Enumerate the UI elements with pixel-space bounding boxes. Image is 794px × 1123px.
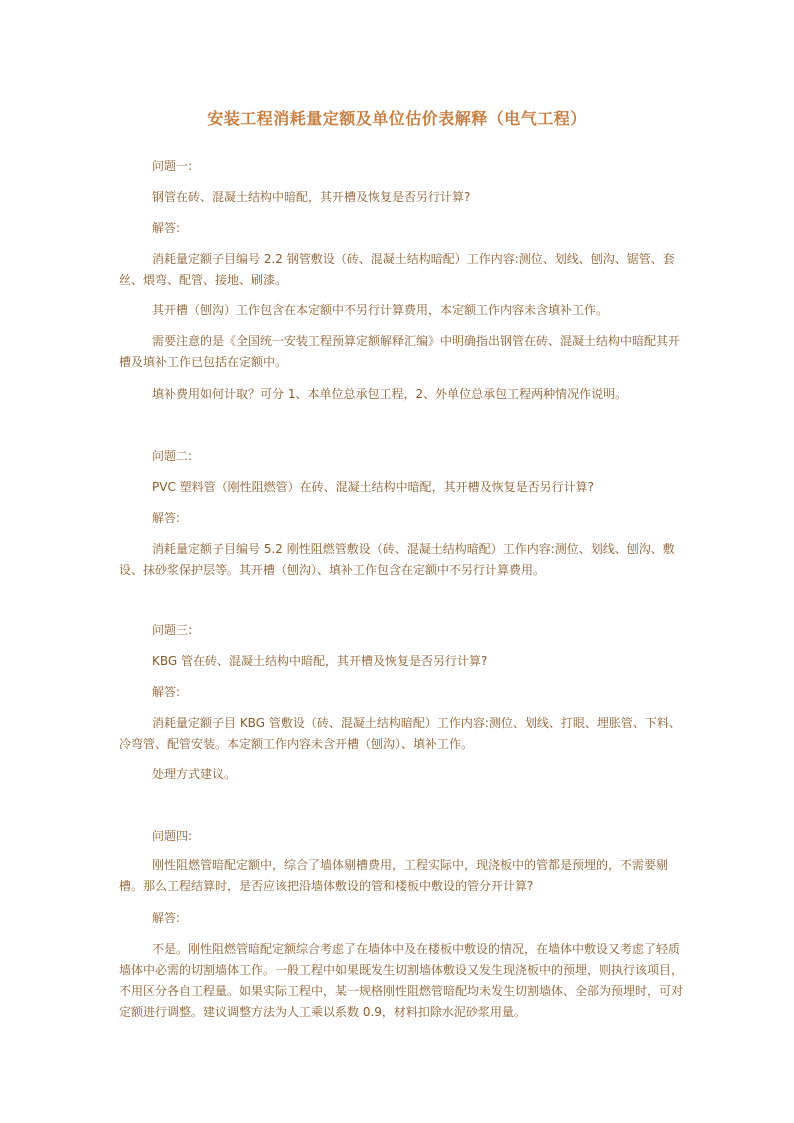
q1-answer-paragraph-2: 其开槽（刨沟）工作包含在本定额中不另行计算费用，本定额工作内容未含填补工作。: [152, 303, 609, 317]
q1-answer-paragraph-1: 消耗量定额子目编号 2.2 钢管敷设（砖、混凝土结构暗配）工作内容:测位、划线、刨沟、锯管、套丝、煨弯、配管、接地、刷漆。: [119, 252, 675, 287]
q2-answer-paragraph-1: 消耗量定额子目编号 5.2 刚性阻燃管敷设（砖、混凝土结构暗配）工作内容:测位、划线、刨沟、敷设、抹砂浆保护层等。其开槽（刨沟）、填补工作包含在定额中不另行计算费用。: [119, 542, 675, 577]
q1-question: 钢管在砖、混凝土结构中暗配，其开槽及恢复是否另行计算?: [152, 190, 471, 204]
q3-label: 问题三:: [152, 623, 193, 637]
q3-answer-paragraph-1: 消耗量定额子目 KBG 管敷设（砖、混凝土结构暗配）工作内容:测位、划线、打眼、埋胀管、下料、冷弯管、配管安装。本定额工作内容未含开槽（刨沟）、填补工作。: [119, 716, 681, 751]
document-title: 安装工程消耗量定额及单位估价表解释（电气工程）: [207, 109, 587, 128]
q4-answer-label: 解答:: [152, 911, 181, 925]
q3-answer-paragraph-2: 处理方式建议。: [152, 767, 237, 781]
q2-question: PVC 塑料管（刚性阻燃管）在砖、混凝土结构中暗配，其开槽及恢复是否另行计算?: [152, 480, 595, 494]
q1-answer-paragraph-3: 需要注意的是《全国统一安装工程预算定额解释汇编》中明确指出钢管在砖、混凝土结构中暗配其开槽及填补工作已包括在定额中。: [119, 334, 681, 369]
q3-answer-label: 解答:: [152, 685, 181, 699]
q1-label: 问题一:: [152, 159, 193, 173]
q4-question: 刚性阻燃管暗配定额中，综合了墙体剔槽费用，工程实际中，现浇板中的管都是预埋的，不需要剔槽。那么工程结算时，是否应该把沿墙体敷设的管和楼板中敷设的管分开计算?: [119, 858, 669, 893]
q4-label: 问题四:: [152, 829, 193, 843]
q2-answer-label: 解答:: [152, 511, 181, 525]
q1-answer-label: 解答:: [152, 221, 181, 235]
q4-answer-paragraph-1: 不是。刚性阻燃管暗配定额综合考虑了在墙体中及在楼板中敷设的情况，在墙体中敷设又考虑了轻质墙体中必需的切割墙体工作。一般工程中如果既发生切割墙体敷设又发生现浇板中的预埋，则执行该项目，不用区分各自工程量。如果实际工程中，某一规格刚性阻燃管暗配均未发生切割墙体、全部为预埋时，可对定额进行调整。建议调整方法为人工乘以系数 0.9，材料扣除水泥砂浆用量。: [119, 942, 684, 1019]
q2-label: 问题二:: [152, 449, 193, 463]
q3-question: KBG 管在砖、混凝土结构中暗配，其开槽及恢复是否另行计算?: [152, 654, 488, 668]
q1-answer-paragraph-4: 填补费用如何计取？可分 1、本单位总承包工程，2、外单位总承包工程两种情况作说明。: [152, 387, 628, 401]
